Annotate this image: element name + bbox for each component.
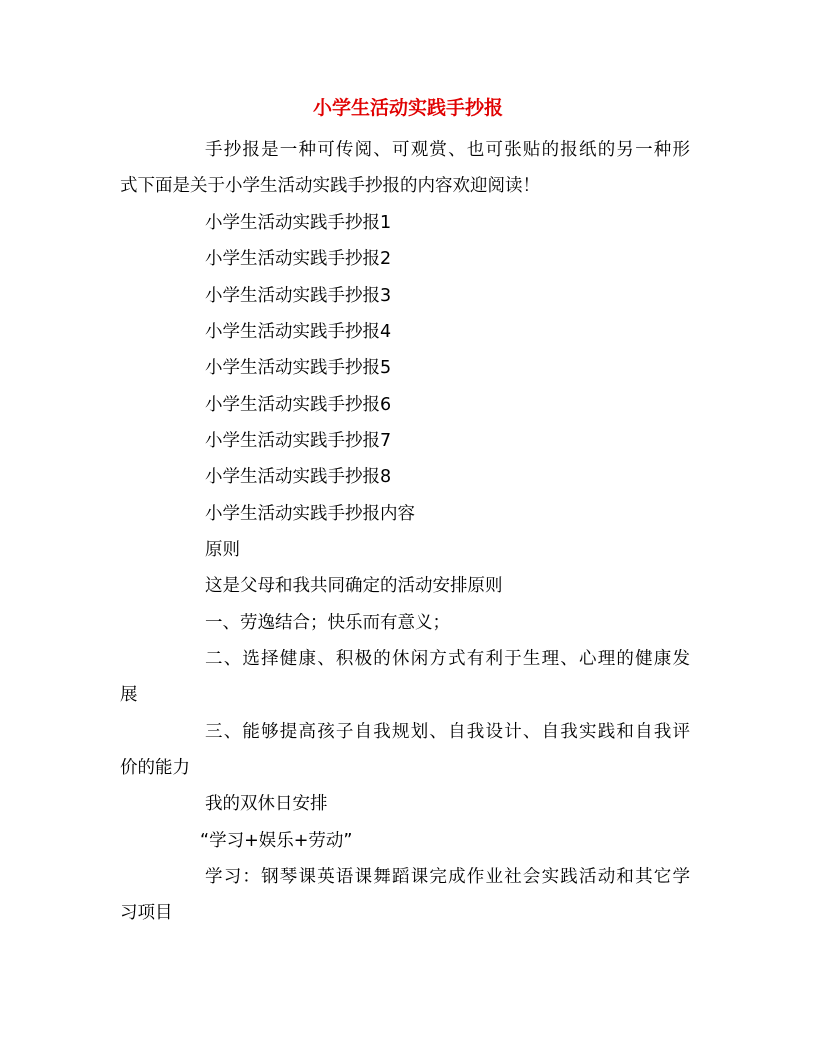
rule-2-line-1: 二、选择健康、积极的休闲方式有利于生理、心理的健康发 [205, 649, 690, 669]
study-line-2: 习项目 [120, 903, 173, 923]
slogan: “学习+娱乐+劳动” [200, 831, 353, 851]
document-title: 小学生活动实践手抄报 [312, 97, 503, 119]
list-item: 小学生活动实践手抄报6 [205, 395, 392, 415]
study-line-1: 学习：钢琴课英语课舞蹈课完成作业社会实践活动和其它学 [205, 867, 690, 887]
list-item: 小学生活动实践手抄报2 [205, 249, 392, 269]
weekend-heading: 我的双休日安排 [205, 794, 328, 814]
list-item: 小学生活动实践手抄报5 [205, 358, 392, 378]
list-item: 小学生活动实践手抄报3 [205, 286, 392, 306]
rule-1: 一、劳逸结合；快乐而有意义； [205, 613, 450, 633]
list-item: 小学生活动实践手抄报7 [205, 431, 392, 451]
rule-3-line-1: 三、能够提高孩子自我规划、自我设计、自我实践和自我评 [205, 722, 690, 742]
intro-paragraph-line-1: 手抄报是一种可传阅、可观赏、也可张贴的报纸的另一种形 [205, 140, 690, 160]
principle-intro: 这是父母和我共同确定的活动安排原则 [205, 576, 503, 596]
rule-3-line-2: 价的能力 [120, 758, 190, 778]
list-item: 小学生活动实践手抄报8 [205, 467, 392, 487]
rule-2-line-2: 展 [120, 685, 138, 705]
principle-heading: 原则 [205, 540, 240, 560]
list-item: 小学生活动实践手抄报1 [205, 213, 392, 233]
list-item: 小学生活动实践手抄报内容 [205, 504, 415, 524]
intro-paragraph-line-2: 式下面是关于小学生活动实践手抄报的内容欢迎阅读！ [120, 176, 540, 196]
list-item: 小学生活动实践手抄报4 [205, 322, 392, 342]
